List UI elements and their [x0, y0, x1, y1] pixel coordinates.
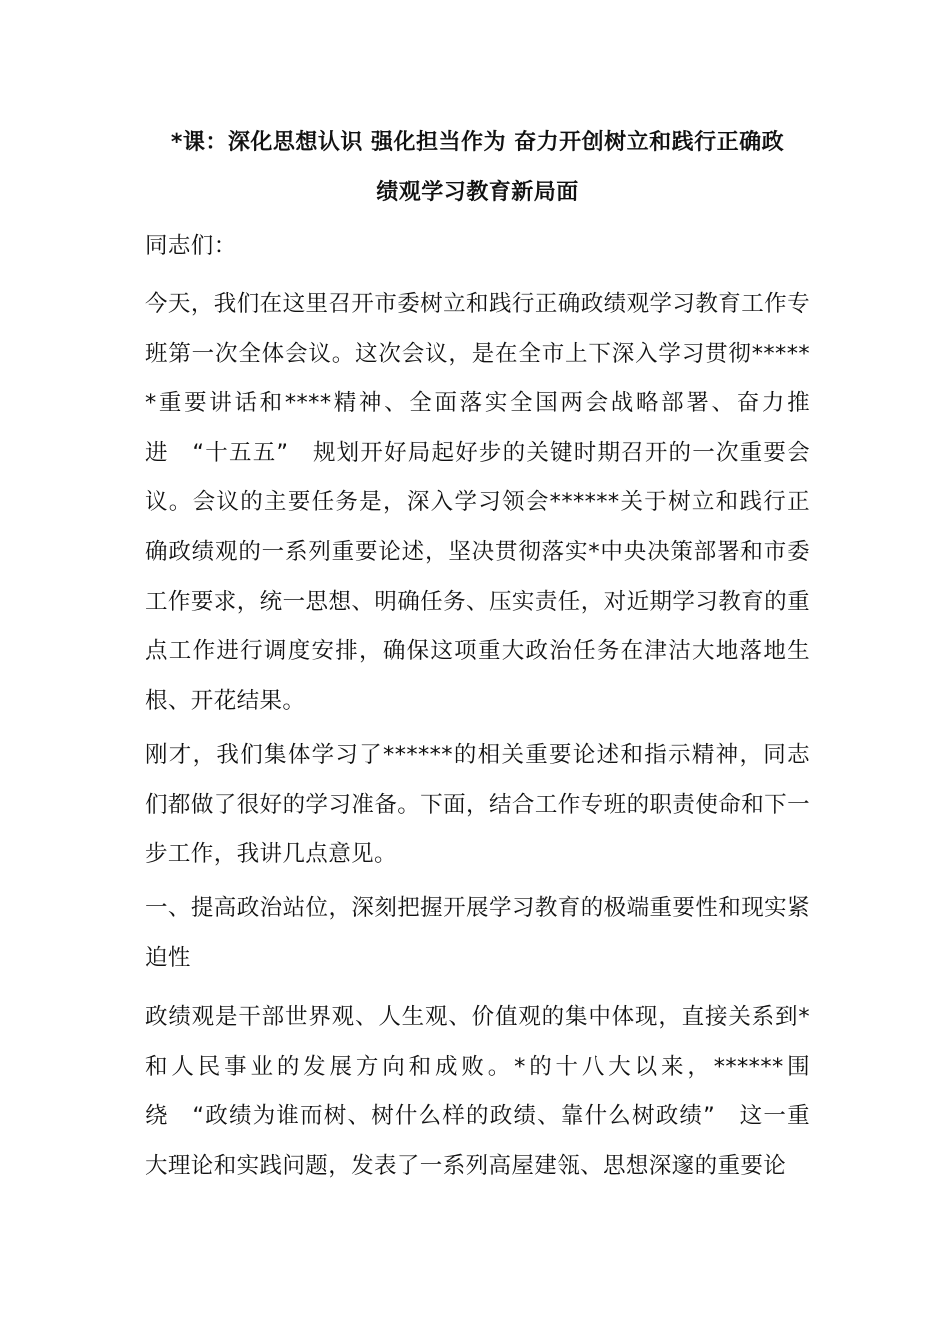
document-title — [145, 118, 810, 218]
paragraph-study-review: 刚才，我们集体学习了******的相关重要论述和指示精神，同志们都做了很好的学习准备。下面，结合工作专班的职责使命和下一步工作，我讲几点意见。 — [145, 742, 810, 868]
greeting: 同志们： — [145, 233, 237, 259]
title-line-1: *课：深化思想认识 强化担当作为 奋力开创树立和践行正确政 — [170, 130, 785, 155]
paragraph-opening: 今天，我们在这里召开市委树立和践行正确政绩观学习教育工作专班第一次全体会议。这次会议，是在全市上下深入学习贯彻******重要讲话和****精神、全面落实全国两会战略部署、奋力推进 “十五五” 规划开好局起好步的关键时期召开的一次重要会议。会议的主要任务是，深入学习领会******关于树立和践行正确政绩观的一系列重要论述，坚决贯彻落实*中央决策部署和市委工作要求，统一思想、明确任务、压实责任，对近期学习教育的重点工作进行调度安排，确保这项重大政治任务在津沽大地落地生根、开花结果。 — [145, 291, 810, 714]
paragraph-section-1: 政绩观是干部世界观、人生观、价值观的集中体现，直接关系到*和人民事业的发展方向和成败。*的十八大以来，******围绕 “政绩为谁而树、树什么样的政绩、靠什么树政绩” 这一重大理论和实践问题，发表了一系列高屋建瓴、思想深邃的重要论 — [145, 1004, 810, 1179]
section-heading-1: 一、提高政治站位，深刻把握开展学习教育的极端重要性和现实紧迫性 — [145, 895, 810, 971]
title-line-2: 绩观学习教育新局面 — [376, 180, 579, 205]
